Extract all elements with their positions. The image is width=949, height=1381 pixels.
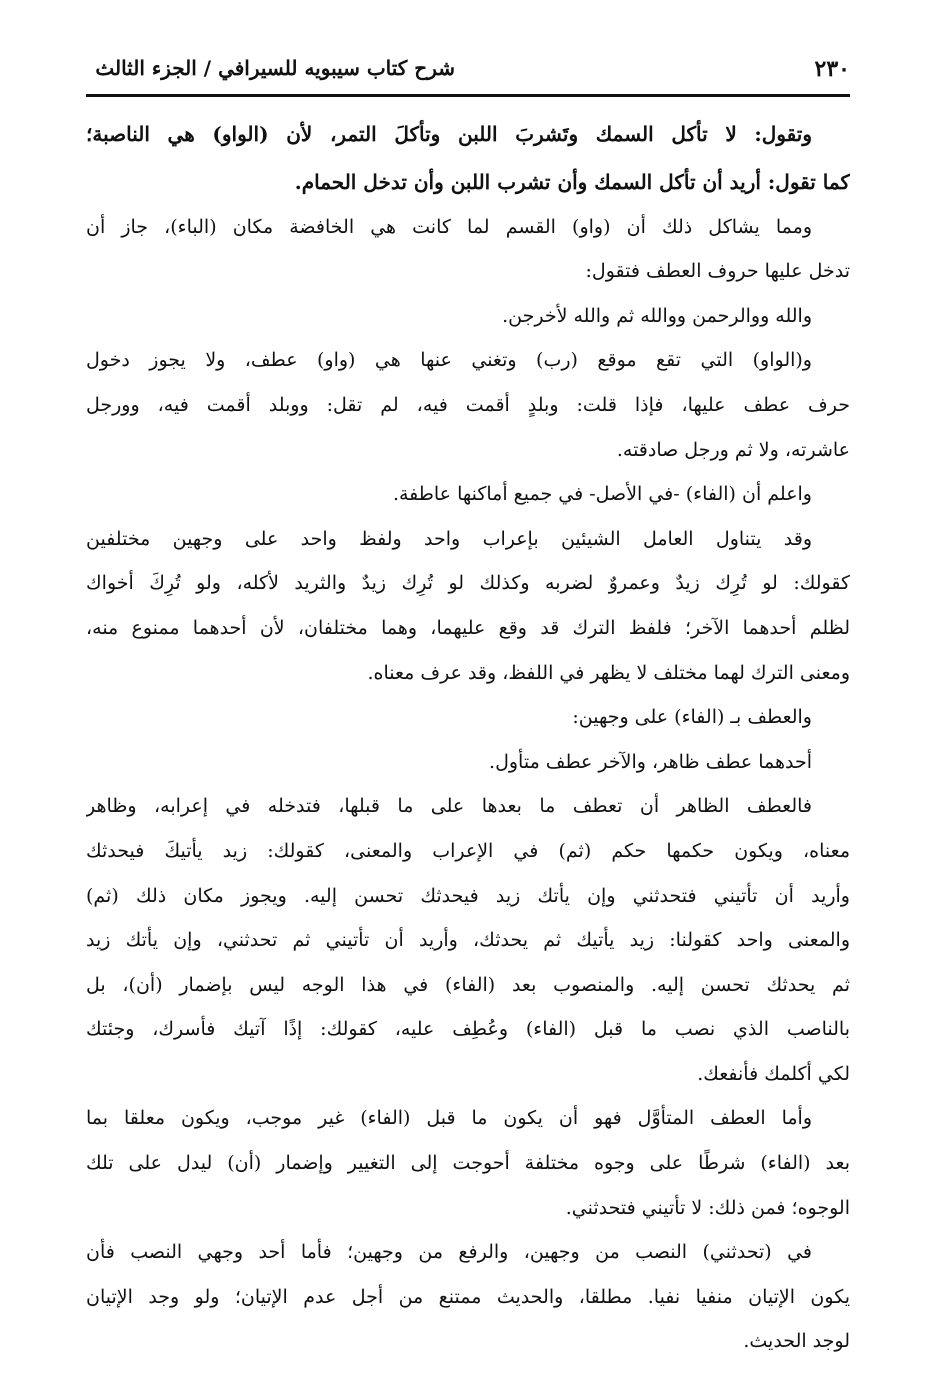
text-line: يكون الإتيان منفيا نفيا. مطلقا، والحديث ممتنع من أجل عدم الإتيان؛ ولو وجد الإتيان — [86, 1285, 850, 1308]
text-line: حرف عطف عليها، فإذا قلت: وبلدٍ أقمت فيه، لم تقل: ووبلد أقمت فيه، وورجل — [86, 393, 850, 416]
text-line: لكي أكلمك فأنفعك. — [697, 1062, 850, 1085]
text-line: بالناصب الذي نصب ما قبل (الفاء) وعُطِف عليه، كقولك: إذًا آتيك فأسرك، وجئتك — [86, 1018, 850, 1041]
text-line: ومعنى الترك لهما مختلف لا يظهر في اللفظ، وقد عرف معناه. — [367, 661, 850, 684]
text-line: وتقول: لا تأكل السمك وتَشربَ اللبن وتأكلَ التمر، لأن (الواو) هي الناصبة؛ — [86, 122, 812, 146]
running-header — [86, 52, 850, 90]
text-line: الوجوه؛ فمن ذلك: لا تأتيني فتحدثني. — [565, 1196, 850, 1219]
text-line: عاشرته، ولا ثم ورجل صادقته. — [616, 438, 850, 461]
header-divider — [86, 94, 850, 97]
text-line: وأريد أن تأتيني فتحدثني وإن يأتك زيد فيحدثك تحسن إليه. ويجوز مكان ذلك (ثم) — [86, 884, 850, 907]
text-line: لوجد الحديث. — [743, 1330, 850, 1353]
text-line: ثم يحدثك تحسن إليه. والمنصوب بعد (الفاء) في هذا الوجه ليس بإضمار (أن)، بل — [86, 973, 850, 996]
text-line: تدخل عليها حروف العطف فتقول: — [585, 260, 850, 283]
text-line: فالعطف الظاهر أن تعطف ما بعدها على ما قبلها، فتدخله في إعرابه، وظاهر — [86, 795, 812, 818]
text-line: والعطف بـ (الفاء) على وجهين: — [572, 706, 812, 729]
text-line: ومما يشاكل ذلك أن (واو) القسم لما كانت هي الخافضة مكان (الباء)، جاز أن — [86, 215, 812, 238]
text-line: أحدهما عطف ظاهر، والآخر عطف متأول. — [489, 750, 812, 773]
text-line: في (تحدثني) النصب من وجهين، والرفع من وجهين؛ فأما أحد وجهي النصب فأن — [86, 1241, 812, 1264]
text-line: والله ووالرحمن ووالله ثم والله لأخرجن. — [502, 304, 812, 327]
text-line: وأما العطف المتأوَّل فهو أن يكون ما قبل (الفاء) غير موجب، ويكون معلقا بما — [86, 1107, 813, 1130]
text-line: واعلم أن (الفاء) -في الأصل- في جميع أماكنها عاطفة. — [392, 483, 812, 506]
text-line: كما تقول: أريد أن تأكل السمك وأن تشرب اللبن وأن تدخل الحمام. — [294, 170, 850, 194]
page-number: ٢٣٠ — [814, 56, 850, 82]
text-line: وقد يتناول العامل الشيئين بإعراب واحد ولفظ واحد على وجهين مختلفين — [86, 527, 812, 550]
text-line: كقولك: لو تُرِك زيدٌ وعمروٌ لضربه وكذلك لو تُرِك زيدٌ والثريد لأكله، ولو تُرِكَ أخواك — [86, 572, 850, 595]
text-line: معناه، ويكون حكمها حكم (ثم) في الإعراب والمعنى، كقولك: زيد يأتيكَ فيحدثك — [86, 839, 850, 862]
body-text — [86, 108, 850, 1364]
text-line: بعد (الفاء) شرطًا على وجوه مختلفة أحوجت إلى التغيير وإضمار (أن) ليدل على تلك — [86, 1152, 850, 1175]
text-line: و(الواو) التي تقع موقع (رب) وتغني عنها هي (واو) عطف، ولا يجوز دخول — [86, 349, 812, 372]
text-line: لظلم أحدهما الآخر؛ فلفظ الترك قد وقع عليهما، وهما مختلفان، لأن أحدهما ممنوع منه، — [86, 616, 850, 639]
running-header-title: شرح كتاب سيبويه للسيرافي / الجزء الثالث — [95, 56, 455, 80]
text-line: والمعنى واحد كقولنا: زيد يأتيك ثم يحدثك، وأريد أن تأتيني ثم تحدثني، وإن يأتك زيد — [86, 929, 850, 952]
